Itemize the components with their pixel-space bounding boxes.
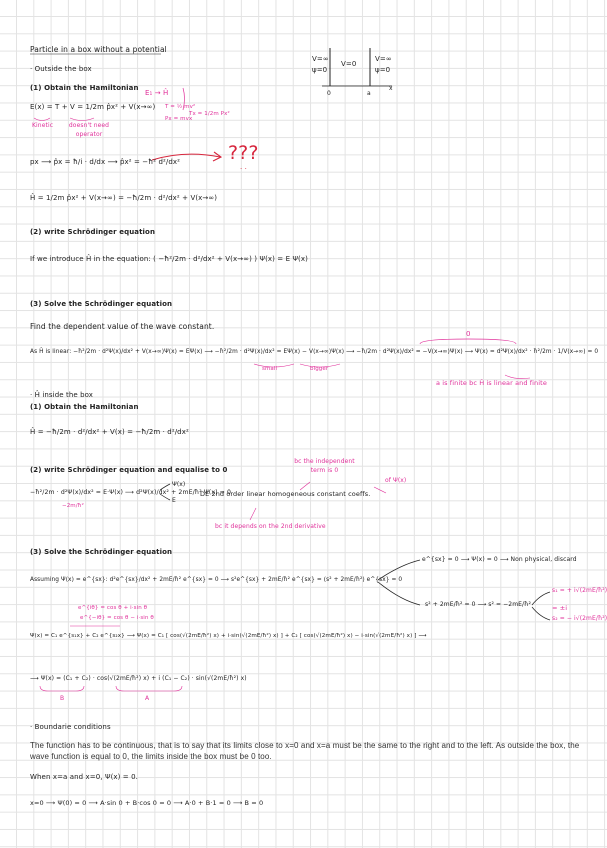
- branch-psi: Ψ(x): [172, 481, 186, 488]
- kinetic-label: Kinetic: [32, 122, 54, 129]
- inside-heading: · Ĥ inside the box: [30, 391, 94, 399]
- branch-top: e^{sx} = 0 ⟶ Ψ(x) = 0 ⟶ Non physical, discard: [422, 556, 577, 563]
- eq-energy: E(x) = T + V = 1/2m p̂x² + V(x→∞): [30, 103, 156, 111]
- pm-note: = ±i: [552, 604, 568, 612]
- s1-heading: (1) Obtain the Hamiltonian: [30, 84, 139, 92]
- bigger-label: bigger: [310, 366, 329, 372]
- inside-s1: (1) Obtain the Hamiltonian: [30, 403, 139, 411]
- box-right-psi: ψ=0: [375, 66, 391, 74]
- tx-note: Tx = 1/2m Px²: [189, 111, 230, 117]
- euler-1: e^{iθ} = cos θ + i·sin θ: [78, 605, 148, 611]
- assume-equation: Assuming Ψ(x) = e^{sx}: d²e^{sx}/dx² + 2mE/ħ² e^{sx} = 0 ⟶ s²e^{sx} + 2mE/ħ² e^{sx} = (s² + 2mE/ħ²) e^{sx} = 0: [30, 577, 403, 583]
- inside-s3: (3) Solve the Schrödinger equation: [30, 548, 173, 556]
- when-text: When x=a and x=0, Ψ(x) = 0.: [30, 773, 138, 781]
- box-xaxis: x: [389, 85, 393, 92]
- de-description: DE 2nd order linear homogeneous constant coeffs.: [200, 490, 371, 498]
- box-right-v: V=∞: [375, 55, 392, 63]
- question-dots: · ·: [240, 165, 247, 173]
- page-title: Particle in a box without a potential: [30, 45, 167, 54]
- label-b: B: [60, 695, 65, 702]
- boundary-text: The function has to be continuous, that is to say that its limits close to x=0 and x=a must be the same to the right and to the left. As outside the box, the wave function is equal to 0, the limits inside the box must be 0 too.: [30, 741, 580, 761]
- box-left-v: V=∞: [312, 55, 329, 63]
- boundary-heading: · Boundarie conditions: [30, 723, 111, 731]
- linear-note: a is finite bc Ĥ is linear and finite: [436, 379, 547, 387]
- psi-final: ⟶ Ψ(x) = (C₁ + C₂) · cos(√(2mE/ħ²) x) + i (C₁ − C₂) · sin(√(2mE/ħ²) x): [30, 675, 247, 682]
- box-left-psi: ψ=0: [312, 66, 328, 74]
- branch-bottom: s² + 2mE/ħ² = 0 ⟶ s² = −2mE/ħ²: [425, 601, 531, 608]
- box-x0: 0: [327, 90, 331, 97]
- of-psi-note: of Ψ(x): [385, 477, 407, 484]
- zero-top: 0: [466, 330, 471, 338]
- small-label: small: [262, 366, 278, 372]
- s1-root: s₁ = + i√(2mE/ħ²): [552, 587, 607, 594]
- indep-note: bc the independent term is 0: [294, 458, 355, 474]
- s2-heading: (2) write Schrödinger equation: [30, 228, 156, 236]
- branch-e: E: [172, 497, 176, 504]
- s3-text: Find the dependent value of the wave constant.: [30, 322, 215, 331]
- label-a: A: [145, 695, 150, 702]
- eq-hamiltonian: Ĥ = 1/2m p̂x² + V(x→∞) = −ħ/2m · d²/dx² + V(x→∞): [30, 194, 218, 202]
- t-note: T = ½ mv²: [165, 104, 196, 110]
- inside-s2: (2) write Schrödinger equation and equalise to 0: [30, 466, 228, 474]
- p-note: Px = mvx: [165, 116, 193, 122]
- s3-heading: (3) Solve the Schrödinger equation: [30, 300, 173, 308]
- eq-momentum: px ⟶ p̂x = ħ/i · d/dx ⟶ p̂x² = −ħ² d²/dx²: [30, 158, 181, 166]
- s3-equation: As Ĥ is linear: −ħ²/2m · d²Ψ(x)/dx² + V(x→∞)Ψ(x) = EΨ(x) ⟶ −ħ²/2m · d²Ψ(x)/dx² = EΨ(x) − V(x→∞)Ψ(x) ⟶ −ħ/2m · d²Ψ(x)/dx² = −V(x→∞)Ψ(x) ⟶ Ψ(x) = d²Ψ(x)/dx² · ħ²/2m · 1/V(x→∞) = 0: [30, 349, 599, 355]
- question-marks: ???: [228, 142, 259, 164]
- euler-2: e^{−iθ} = cos θ − i·sin θ: [80, 615, 154, 621]
- multiplier-note: −2m/ħ²: [62, 503, 84, 509]
- inside-hamiltonian: Ĥ = −ħ/2m · d²/dx² + V(x) = −ħ/2m · d²/dx²: [30, 428, 189, 436]
- operator-note: doesn't need operator: [68, 122, 110, 138]
- inside-equation: −ħ²/2m · d²Ψ(x)/dx² = E·Ψ(x) ⟶ d²Ψ(x)/dx² + 2mE/ħ² Ψ(x) = 0: [30, 489, 232, 496]
- energy-note: E₁ → Ĥ: [145, 89, 169, 97]
- box-xa: a: [367, 90, 371, 97]
- psi-general: Ψ(x) = C₁ e^{s₁x} + C₂ e^{s₂x} ⟶ Ψ(x) = C₁ [ cos(√(2mE/ħ²) x) + i·sin(√(2mE/ħ²) x) ] + C₂ [ cos(√(2mE/ħ²) x) − i·sin(√(2mE/ħ²) x) ] ⟶: [30, 633, 427, 639]
- s2-equation: If we introduce Ĥ in the equation: ( −ħ²/2m · d²/dx² + V(x→∞) ) Ψ(x) = E Ψ(x): [30, 255, 308, 263]
- box-center: V=0: [341, 60, 357, 68]
- final-equation: x=0 ⟶ Ψ(0) = 0 ⟶ A·sin 0 + B·cos 0 = 0 ⟶ A·0 + B·1 = 0 ⟶ B = 0: [30, 799, 264, 807]
- derivative-note: bc it depends on the 2nd derivative: [215, 523, 326, 530]
- outside-heading: · Outside the box: [30, 65, 92, 73]
- s2-root: s₂ = − i√(2mE/ħ²): [552, 615, 607, 622]
